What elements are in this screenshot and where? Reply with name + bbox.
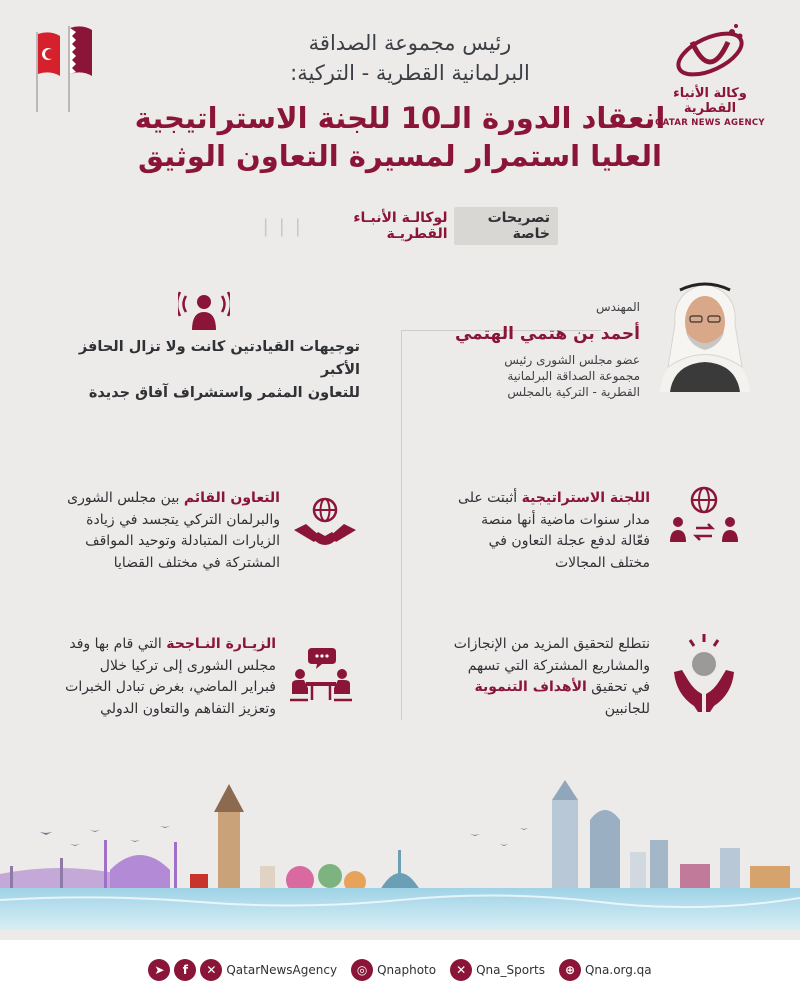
cooperation-line-3: الزيارات المتبادلة وتوحيد المواقف bbox=[85, 533, 280, 550]
quote-line-1: توجيهات القيادتين كانت ولا تزال الحافز الأكبر bbox=[78, 339, 360, 379]
goals-line-2: والمشاريع المشتركة التي تسهم bbox=[467, 657, 650, 674]
turkey-qatar-flags-icon bbox=[28, 22, 98, 112]
instagram-icon[interactable]: ◎ bbox=[351, 959, 373, 981]
meeting-table-icon bbox=[288, 646, 354, 702]
globe-icon[interactable]: ⊕ bbox=[559, 959, 581, 981]
visit-highlight: الزيـارة النـاجحة bbox=[166, 636, 276, 652]
hands-holding-icon bbox=[672, 632, 736, 716]
person-name: أحمد بن هتمي الهتمي bbox=[454, 324, 640, 344]
goals-line-1: نتطلع لتحقيق المزيد من الإنجازات bbox=[453, 636, 650, 652]
tag-decorative-bars-icon: ❘❘❘ bbox=[258, 215, 307, 237]
visit-line-1-rest: التي قام بها وفد bbox=[69, 636, 167, 652]
footer-handle-main[interactable]: QatarNewsAgency bbox=[226, 963, 338, 977]
footer-group-main bbox=[148, 959, 337, 981]
committee-line-1-rest: أثبتت على bbox=[458, 490, 522, 506]
logo-english-name: QATAR NEWS AGENCY bbox=[655, 118, 765, 128]
subtitle-line-1: رئيس مجموعة الصداقة bbox=[308, 31, 512, 55]
x-sports-icon[interactable]: ✕ bbox=[450, 959, 472, 981]
facebook-icon[interactable]: f bbox=[174, 959, 196, 981]
tag-box-label: تصريحات خاصة bbox=[454, 207, 558, 245]
person-desc-line-1: عضو مجلس الشورى رئيس bbox=[504, 353, 640, 367]
headline-title bbox=[120, 100, 680, 175]
footer-website-link[interactable]: Qna.org.qa bbox=[584, 963, 652, 977]
cooperation-highlight: التعاون القائم bbox=[183, 490, 280, 506]
committee-line-3: فعّالة لدفع عجلة التعاون في bbox=[488, 533, 650, 550]
speaker-icon bbox=[178, 290, 230, 330]
footer-handle-photo[interactable]: Qnaphoto bbox=[377, 963, 437, 977]
qna-emblem-icon bbox=[670, 22, 750, 84]
cooperation-statement bbox=[40, 488, 280, 575]
visit-line-2: مجلس الشورى إلى تركيا خلال bbox=[99, 657, 276, 674]
person-role: المهندس bbox=[595, 300, 640, 314]
committee-statement bbox=[430, 488, 650, 575]
person-portrait-icon bbox=[650, 272, 760, 392]
quote-line-2: للتعاون المثمر واستشراف آفاق جديدة bbox=[88, 385, 360, 402]
footer-social-bar bbox=[0, 940, 800, 1000]
istanbul-doha-skyline-icon bbox=[0, 770, 800, 930]
globe-handshake-icon bbox=[292, 496, 358, 554]
footer-group-photo bbox=[351, 959, 436, 981]
subtitle-line-2: البرلمانية القطرية - التركية: bbox=[290, 61, 530, 86]
committee-line-4: مختلف المجالات bbox=[554, 555, 650, 572]
cooperation-line-2: والبرلمان التركي يتجسد في زيادة bbox=[86, 511, 280, 528]
tag-agency-label: لوكالـة الأنبـاء القطريـة bbox=[353, 210, 448, 242]
footer-handle-sports[interactable]: Qna_Sports bbox=[476, 963, 545, 977]
x-icon[interactable]: ✕ bbox=[200, 959, 222, 981]
globe-exchange-icon bbox=[668, 486, 740, 546]
goals-line-3 bbox=[420, 677, 650, 699]
goals-line-3-pre: في تحقيق bbox=[586, 679, 650, 696]
cooperation-line-4: المشتركة في مختلف القضايا bbox=[113, 555, 280, 572]
exclusive-statements-tag bbox=[258, 212, 558, 240]
person-info bbox=[430, 300, 640, 401]
person-desc-line-3: القطرية - التركية بالمجلس bbox=[507, 385, 640, 400]
visit-statement bbox=[40, 634, 276, 721]
committee-line-1 bbox=[430, 488, 650, 510]
cooperation-line-1 bbox=[40, 488, 280, 510]
telegram-icon[interactable]: ➤ bbox=[148, 959, 170, 981]
leadership-quote bbox=[40, 336, 360, 406]
goals-statement bbox=[420, 634, 650, 721]
title-line-2: العليا استمرار لمسيرة التعاون الوثيق bbox=[138, 138, 662, 173]
footer-group-sports bbox=[450, 959, 545, 981]
footer-group-website bbox=[559, 959, 652, 981]
visit-line-3: فبراير الماضي، بغرض تبادل الخبرات bbox=[65, 679, 276, 696]
visit-line-1 bbox=[40, 634, 276, 656]
logo-arabic-name: وكالة الأنباء القطرية bbox=[673, 86, 747, 116]
goals-line-4: للجانبين bbox=[604, 701, 650, 718]
cooperation-line-1-rest: بين مجلس الشورى bbox=[67, 490, 184, 506]
headline-subtitle bbox=[200, 28, 620, 89]
committee-highlight: اللجنة الاستراتيجية bbox=[521, 490, 650, 506]
person-description bbox=[430, 352, 640, 401]
committee-line-2: مدار سنوات ماضية أنها منصة bbox=[481, 511, 650, 528]
visit-line-4: وتعزيز التفاهم والتعاون الدولي bbox=[100, 701, 276, 718]
person-desc-line-2: مجموعة الصداقة البرلمانية bbox=[507, 369, 640, 384]
vertical-divider bbox=[401, 330, 402, 720]
goals-highlight: الأهداف التنموية bbox=[474, 679, 587, 696]
title-line-1: انعقاد الدورة الـ10 للجنة الاستراتيجية bbox=[134, 101, 666, 135]
